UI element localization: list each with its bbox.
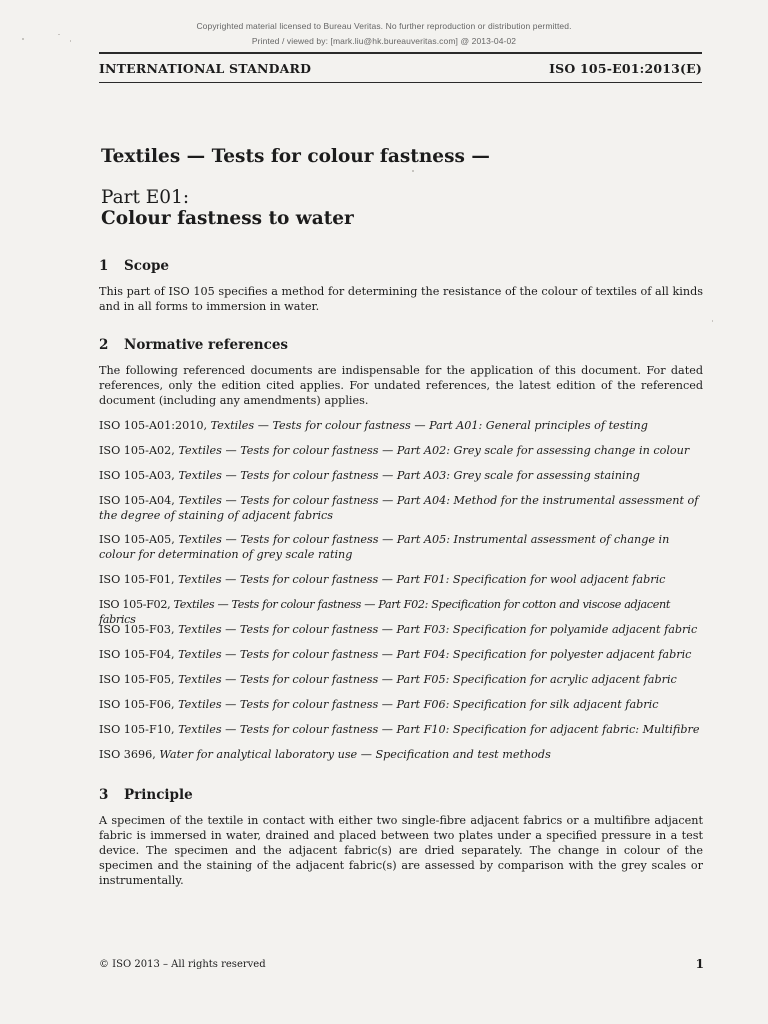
scan-speck	[412, 170, 414, 172]
document-header	[99, 52, 702, 83]
reference-code: ISO 105-A01:2010,	[99, 419, 211, 432]
reference-title: Textiles — Tests for colour fastness — Part A05: Instrumental assessment of change in colour for determination of grey scale rating	[99, 533, 670, 561]
section-title: Principle	[124, 787, 193, 803]
header-doc-type: INTERNATIONAL STANDARD	[99, 61, 312, 76]
reference-item	[99, 622, 705, 637]
normative-paragraph: The following referenced documents are indispensable for the application of this document. For dated references, only the edition cited applies. For undated references, the latest edition of the referenced document (including any amendments) applies.	[99, 364, 703, 407]
reference-item	[99, 468, 705, 483]
reference-item	[99, 672, 705, 687]
scan-speck	[58, 34, 60, 35]
reference-item	[99, 697, 705, 712]
section-title: Scope	[124, 258, 170, 274]
reference-item	[99, 647, 705, 662]
reference-code: ISO 105-F05,	[99, 673, 179, 686]
reference-code: ISO 105-A05,	[99, 533, 179, 546]
reference-code: ISO 105-F06,	[99, 698, 179, 711]
reference-title: Textiles — Tests for colour fastness — Part A04: Method for the instrumental assessment of the degree of staining of adjacent fabrics	[99, 494, 699, 522]
reference-title: Textiles — Tests for colour fastness — Part A01: General principles of testing	[210, 419, 648, 432]
reference-item	[99, 747, 705, 762]
copyright-stamp-line1: Copyrighted material licensed to Bureau Veritas. No further reproduction or distribution permitted.	[196, 21, 572, 31]
reference-title: Textiles — Tests for colour fastness — Part F06: Specification for silk adjacent fabric	[178, 698, 659, 711]
reference-item	[99, 493, 705, 523]
reference-item	[99, 572, 705, 587]
section-title: Normative references	[124, 337, 289, 353]
reference-code: ISO 105-A03,	[99, 469, 179, 482]
scan-speck	[70, 40, 71, 42]
reference-item	[99, 443, 705, 458]
reference-item	[99, 532, 705, 562]
reference-title: Textiles — Tests for colour fastness — Part F10: Specification for adjacent fabric: Multifibre	[178, 723, 700, 736]
section-number: 2	[99, 337, 109, 353]
title-line3: Colour fastness to water	[101, 208, 354, 229]
reference-item	[99, 722, 705, 737]
section-heading-principle	[99, 787, 193, 803]
footer-copyright: © ISO 2013 – All rights reserved	[99, 959, 266, 970]
reference-title: Textiles — Tests for colour fastness — Part F02: Specification for cotton and viscose adjacent fabrics	[99, 598, 670, 626]
reference-title: Textiles — Tests for colour fastness — Part A03: Grey scale for assessing staining	[178, 469, 640, 482]
section-heading-scope	[99, 258, 169, 274]
reference-code: ISO 105-F01,	[99, 573, 179, 586]
reference-title: Textiles — Tests for colour fastness — Part F04: Specification for polyester adjacent fabric	[178, 648, 692, 661]
reference-title: Textiles — Tests for colour fastness — Part F05: Specification for acrylic adjacent fabric	[178, 673, 677, 686]
reference-title: Textiles — Tests for colour fastness — Part F01: Specification for wool adjacent fabric	[178, 573, 666, 586]
title-line1: Textiles — Tests for colour fastness —	[101, 146, 490, 167]
reference-code: ISO 105-A04,	[99, 494, 179, 507]
title-part: Part E01:	[101, 187, 190, 208]
page-number: 1	[695, 957, 704, 971]
reference-code: ISO 3696,	[99, 748, 160, 761]
reference-item	[99, 418, 705, 433]
reference-code: ISO 105-F04,	[99, 648, 179, 661]
principle-paragraph: A specimen of the textile in contact with either two single-fibre adjacent fabrics or a multifibre adjacent fabric is immersed in water, drained and placed between two plates under a specified pressure in a test device. The specimen and the adjacent fabric(s) are dried separately. The change in colour of the specimen and the staining of the adjacent fabric(s) are assessed by comparison with the grey scales or instrumentally.	[99, 814, 703, 887]
reference-code: ISO 105-F02,	[99, 598, 174, 611]
scope-paragraph: This part of ISO 105 specifies a method for determining the resistance of the colour of textiles of all kinds and in all forms to immersion in water.	[99, 285, 703, 313]
reference-title: Textiles — Tests for colour fastness — Part F03: Specification for polyamide adjacent fabric	[178, 623, 698, 636]
section-number: 3	[99, 787, 109, 803]
section-heading-normative-references	[99, 337, 288, 353]
reference-title: Water for analytical laboratory use — Specification and test methods	[159, 748, 551, 761]
reference-title: Textiles — Tests for colour fastness — Part A02: Grey scale for assessing change in colour	[178, 444, 690, 457]
reference-code: ISO 105-F03,	[99, 623, 179, 636]
section-number: 1	[99, 258, 109, 274]
scan-speck	[22, 38, 24, 40]
header-doc-number: ISO 105-E01:2013(E)	[549, 61, 702, 76]
reference-code: ISO 105-F10,	[99, 723, 179, 736]
reference-code: ISO 105-A02,	[99, 444, 179, 457]
scan-speck	[712, 320, 713, 322]
copyright-stamp-line2: Printed / viewed by: [mark.liu@hk.bureauveritas.com] @ 2013-04-02	[251, 36, 517, 46]
